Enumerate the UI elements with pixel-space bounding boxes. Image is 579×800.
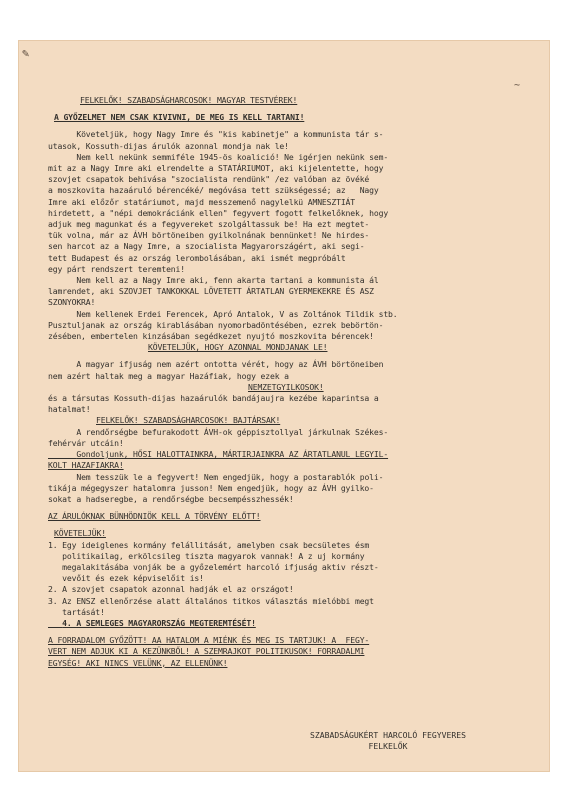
paragraph-1: Követeljük, hogy Nagy Imre és "kis kabinetje" a kommunista tár s- utasok, Kossuth-dijas árulók azonnal mondja nak le! Nem kell nekünk semmiféle 1945-ös koalició! Ne igérjen nekünk sem- mit az a Nagy Imre aki elrendelte a STATÁRIUMOT, aki kijelentette, hogy szovjet csapatok behivása "szocialista rendünk" /ez valóban az övéké a moszkovita hazaáruló bérencéké/ megóvása tett szükségessé; az Nagy Imre aki előzőr statáriumot, majd messzemenő nagylelkü AMNESZTIÁT hirdetett, a "népi demokráciánk ellen" fegyvert fogott felkelőknek, hogy adjuk meg magunkat és a fegyvereket szolgáltassuk be! Ha ezt megtet- tük volna, már az ÁVH börtöneiben gyilkolnának bennünket! Ne hirdes- sen harcot az a Nagy Imre, a szocialista Magyarországért, aki segi- tett Budapest és az ország lerombolásában, aki ismét megpróbált egy párt rendszert teremteni! Nem kell az a Nagy Imre aki, fenn akarta tartani a kommunista ál lamrendet, aki SZOVJET TANKOKKAL LÖVETETT ÁRTATLAN GYERMEKEKRE ÉS ASZ SZONYOKRA! Nem kellenek Erdei Ferencek, Apró Antalok, V as Zoltánok Tildik stb. Pusztuljanak az ország kirablásában nyomorbadöntésében, ezrek bebörtön- zésében, embertelen kinzásában segédkezet nyujtó moszkovita bérencek! bbox=[48, 129, 398, 342]
demands-label: KÖVETELJÜK! bbox=[54, 528, 106, 539]
ink-mark-icon: ✎ bbox=[22, 46, 30, 60]
paragraph-2: A magyar ifjuság nem azért ontotta vérét, hogy az ÁVH börtöneiben nem azért haltak meg a magyar Hazáfiak, hogy ezek a NEMZETGYILKOSOK! és a társutas Kossuth-dijas hazaárulók bandájaujra kezébe kaparintsa a hatalmat! bbox=[48, 359, 384, 415]
paragraph-3: A rendőrségbe befurakodott ÁVH-ok géppisztollyal járkulnak Székes- fehérvár utcáin! Gondoljunk, HŐSI HALOTTAINKRA, MÁRTIRJAINKRA AZ ÁRTATLANUL LEGYIL- KOLT HAZAFIAKRA! Nem tesszük le a fegyvert! Nem engedjük, hogy a postarablók poli- tikája mégegyszer hatalomra jusson! Nem engedjük, hogy az ÁVH gyilko- sokat a hadseregbe, a rendőrségbe becsempésszhessék! bbox=[48, 426, 389, 504]
leaflet-subheading: A GYŐZELMET NEM CSAK KIVIVNI, DE MEG IS KELL TARTANI! bbox=[54, 112, 305, 123]
traitors-heading: AZ ÁRULÓKNAK BÜNHÖDNIÖK KELL A TÖRVÉNY ELŐTT! bbox=[48, 511, 261, 522]
leaflet-text bbox=[48, 95, 524, 669]
soldiers-heading: FELKELŐK! SZABADSÁGHARCOSOK! BAJTÁRSAK! bbox=[96, 415, 281, 426]
leaflet-heading: FELKELŐK! SZABADSÁGHARCOSOK! MAGYAR TESTVÉREK! bbox=[80, 95, 298, 105]
signature: SZABADSÁGUKÉRT HARCOLÓ FEGYVERES FELKELŐK bbox=[310, 730, 466, 752]
demand-heading: KÖVETELJÜK, HOGY AZONNAL MONDJANAK LE! bbox=[148, 342, 328, 353]
demands-list: 1. Egy ideiglenes kormány felállitását, amelyben csak becsületes ésm politikailag, erkölcsileg tiszta magyarok vannak! A z uj kormány megalakitásába vonják be a győzelemért harcoló ifjuság aktiv részt- vevőit és ezek képviselőit is! 2. A szovjet csapatok azonnal hadják el az országot! 3. Az ENSZ ellenőrzése alatt általános titkos választás mielóbbi megt tartását! 4. A SEMLEGES MAGYARORSZÁG MEGTEREMTÉSÉT! bbox=[48, 539, 379, 628]
closing-statement: A FORRADALOM GYŐZÖTT! AA HATALOM A MIÉNK ÉS MEG IS TARTJUK! A FEGY- VERT NEM ADJUK KI A KEZÜNKBŐL! A SZEMRAJKOT POLITIKUSOK! FORRADALMI EGYSÉG! AKI NINCS VELÜNK, AZ ELLENÜNK! bbox=[48, 635, 370, 668]
pencil-mark-icon: ~ bbox=[514, 80, 521, 91]
